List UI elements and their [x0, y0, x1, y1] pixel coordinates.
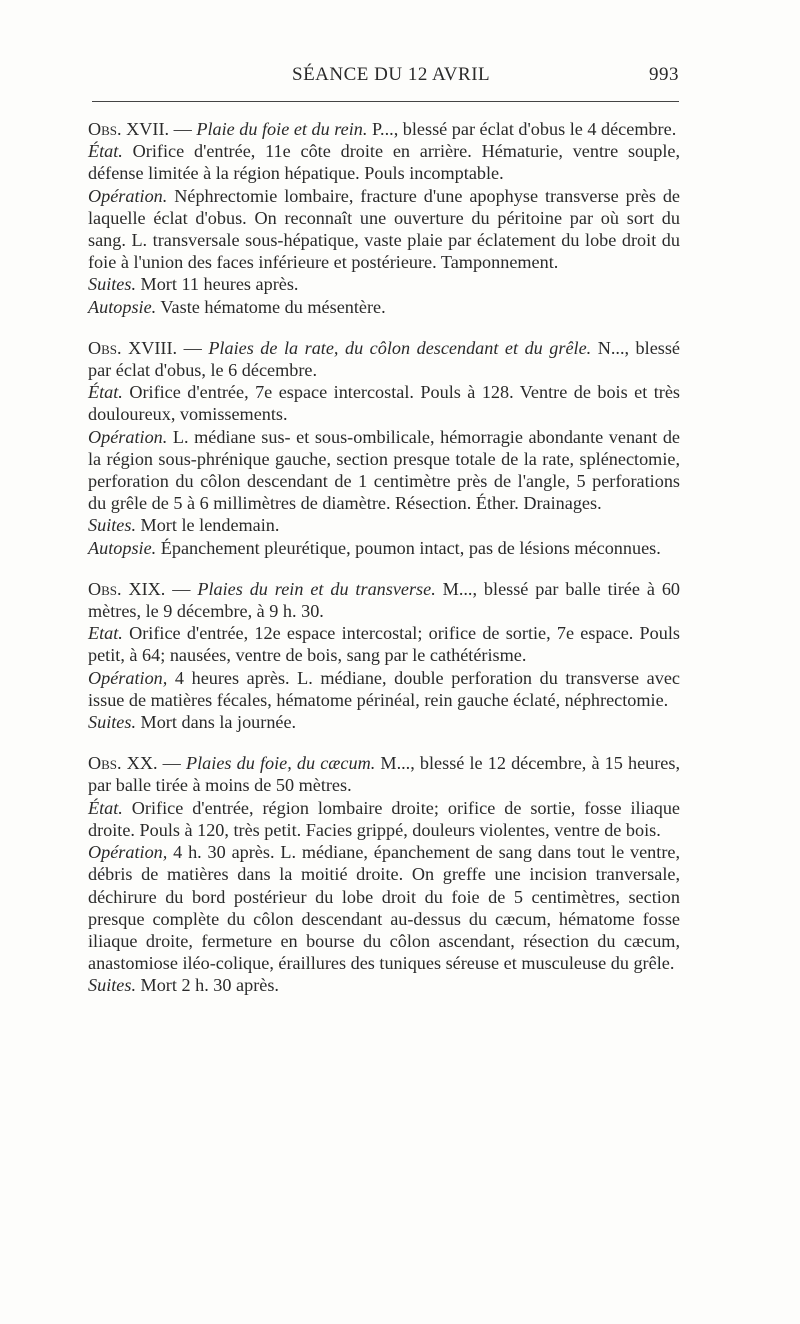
section-text: Mort 2 h. 30 après.: [136, 975, 279, 996]
section-text: Néphrectomie lombaire, fracture d'une apophyse transverse près de laquelle éclat d'obus. On reconnaît une ouverture du péritoine par où sort du sang. L. transversale sous-hépatique, vaste plaie par éclatement du lobe droit du foie à l'union des faces inférieure et postérieure. Tamponnement.: [88, 185, 680, 273]
section-text: Mort 11 heures après.: [136, 274, 299, 295]
section-suites: [88, 711, 680, 733]
section-etat: [88, 622, 680, 666]
section-label: Autopsie.: [88, 537, 157, 558]
section-text: 4 heures après. L. médiane, double perforation du transverse avec issue de matières fécales, hématome périnéal, rein gauche éclaté, néphrectomie.: [88, 667, 680, 710]
section-label: État.: [88, 797, 123, 818]
section-label: Suites.: [88, 712, 136, 733]
section-operation: [88, 185, 680, 274]
heading-separator: —: [169, 119, 197, 139]
heading-separator: —: [157, 753, 187, 774]
heading-separator: —: [165, 578, 198, 599]
section-label: Etat.: [88, 623, 123, 644]
section-label: Autopsie.: [88, 296, 157, 317]
observation-title: Plaies du rein et du transverse.: [197, 578, 436, 599]
page-body: [88, 118, 680, 1016]
observation-intro: P..., blessé par éclat d'obus le 4 décembre.: [367, 119, 677, 139]
section-label: État.: [88, 141, 123, 162]
section-label: Opération,: [88, 842, 168, 863]
observation-heading: [88, 578, 680, 622]
observation-title: Plaies du foie, du cæcum.: [186, 753, 376, 774]
section-operation: [88, 841, 680, 974]
section-label: Opération,: [88, 667, 168, 688]
observation-18: [88, 337, 680, 559]
section-suites: [88, 974, 680, 996]
running-title: SÉANCE DU 12 AVRIL: [292, 64, 491, 85]
observation-20: [88, 752, 680, 996]
section-text: Orifice d'entrée, 11e côte droite en arrière. Hématurie, ventre souple, défense limitée à la région hépatique. Pouls incomptable.: [88, 141, 680, 184]
section-operation: [88, 426, 680, 515]
heading-separator: —: [177, 337, 209, 358]
section-text: Mort dans la journée.: [136, 712, 297, 733]
observation-number: Obs. XIX.: [88, 578, 166, 599]
section-label: État.: [88, 382, 123, 403]
section-text: Mort le lendemain.: [136, 515, 280, 536]
observation-title: Plaies de la rate, du côlon descendant et du grêle.: [208, 337, 592, 358]
section-autopsie: [88, 296, 680, 318]
observation-number: Obs. XVIII.: [88, 337, 178, 358]
section-suites: [88, 273, 680, 295]
section-etat: [88, 381, 680, 425]
section-text: Orifice d'entrée, 7e espace intercostal. Pouls à 128. Ventre de bois et très douloureux, vomissements.: [88, 382, 680, 425]
observation-intro: N..., blessé par éclat d'obus, le 6 décembre.: [88, 337, 680, 381]
section-text: Orifice d'entrée, 12e espace intercostal; orifice de sortie, 7e espace. Pouls petit, à 64; nausées, ventre de bois, sang par le cathétérisme.: [88, 623, 680, 666]
observation-number: Obs. XX.: [88, 753, 158, 774]
observation-17: [88, 118, 680, 318]
section-etat: [88, 140, 680, 184]
section-text: Orifice d'entrée, région lombaire droite; orifice de sortie, fosse iliaque droite. Pouls à 120, très petit. Facies grippé, douleurs violentes, ventre de bois.: [88, 797, 680, 840]
section-label: Suites.: [88, 975, 136, 996]
observation-intro: M..., blessé par balle tirée à 60 mètres, le 9 décembre, à 9 h. 30.: [88, 578, 681, 622]
section-label: Suites.: [88, 515, 136, 536]
header-rule: [92, 101, 679, 102]
page-number: 993: [649, 64, 679, 85]
observation-heading: [88, 752, 680, 796]
section-label: Opération.: [88, 185, 168, 206]
section-text: Épanchement pleurétique, poumon intact, pas de lésions méconnues.: [156, 537, 661, 558]
observation-intro: M..., blessé le 12 décembre, à 15 heures, par balle tirée à moins de 50 mètres.: [88, 753, 681, 796]
section-text: L. médiane sus- et sous-ombilicale, hémorragie abondante venant de la région sous-phrénique gauche, section presque totale de la rate, splénectomie, perforation du côlon descendant de 1 centimètre près de l'angle, 5 perforations du grêle de 5 à 6 millimètres de diamètre. Résection. Éther. Drainages.: [88, 426, 680, 514]
section-text: 4 h. 30 après. L. médiane, épanchement de sang dans tout le ventre, débris de matières dans la moitié droite. On greffe une incision tranversale, déchirure du bord postérieur du lobe droit du foie de 5 centimètres, section presque complète du côlon descendant au-dessus du cæcum, hématome fosse iliaque droite, fermeture en bourse du côlon ascendant, résection du cæcum, anastomiose iléo-colique, éraillures des tuniques séreuse et musculeuse du grêle.: [88, 842, 680, 974]
section-label: Opération.: [88, 426, 168, 447]
observation-heading: [88, 337, 680, 381]
section-etat: [88, 797, 680, 841]
section-operation: [88, 667, 680, 711]
observation-heading: [88, 118, 680, 140]
section-label: Suites.: [88, 274, 136, 295]
observation-19: [88, 578, 680, 733]
section-suites: [88, 514, 680, 536]
observation-number: Obs. XVII.: [88, 119, 170, 139]
section-text: Vaste hématome du mésentère.: [156, 296, 386, 317]
observation-title: Plaie du foie et du rein.: [196, 119, 368, 139]
section-autopsie: [88, 537, 680, 559]
